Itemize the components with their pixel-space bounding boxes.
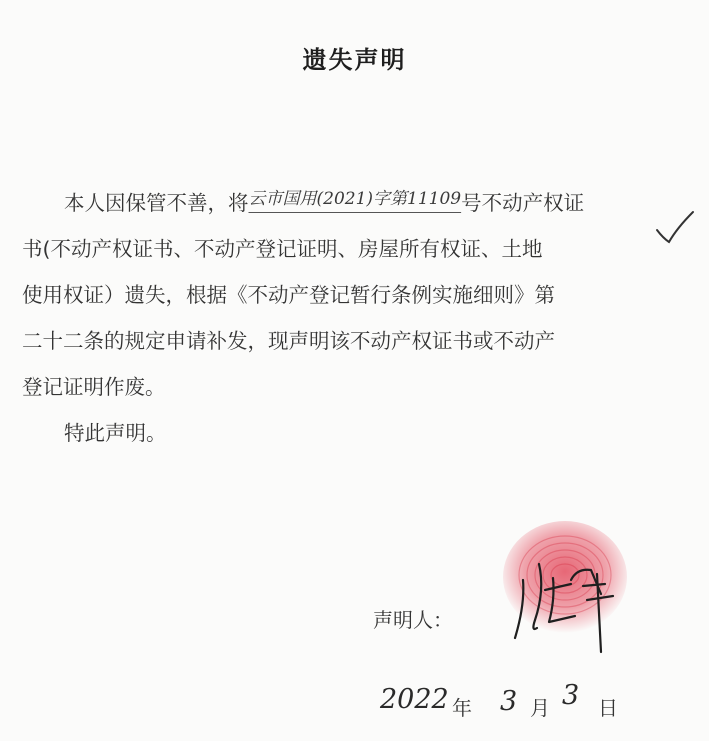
document-title: 遗失声明 — [302, 46, 407, 74]
check-mark-icon — [655, 208, 695, 248]
date-day-handwritten: 3 — [562, 680, 580, 711]
declaration-body — [22, 180, 692, 456]
para1-line2: 书(不动产权证书、不动产登记证明、房屋所有权证、土地 — [22, 237, 543, 261]
para1-line1-before: 本人因保管不善，将 — [64, 191, 249, 215]
date-day-unit: 日 — [598, 696, 618, 720]
closing-statement: 特此声明。 — [64, 421, 167, 445]
handwritten-signature — [505, 560, 635, 660]
para1-line4: 二十二条的规定申请补发，现声明该不动产权证书或不动产 — [22, 329, 555, 353]
para1-line3: 使用权证）遗失，根据《不动产登记暂行条例实施细则》第 — [22, 283, 555, 307]
para1-line1 — [22, 180, 692, 226]
date-year-unit: 年 — [452, 696, 472, 720]
para1-line1-after: 号不动产权证 — [461, 191, 585, 215]
para1-line5: 登记证明作废。 — [22, 375, 166, 399]
signing-date — [380, 680, 700, 728]
date-month-handwritten: 3 — [500, 686, 518, 717]
handwritten-cert-number: 云市国用(2021)字第11109 — [248, 189, 462, 209]
date-month-unit: 月 — [530, 696, 550, 720]
declarant-label: 声明人： — [373, 608, 453, 632]
date-year-handwritten: 2022 — [380, 684, 449, 715]
